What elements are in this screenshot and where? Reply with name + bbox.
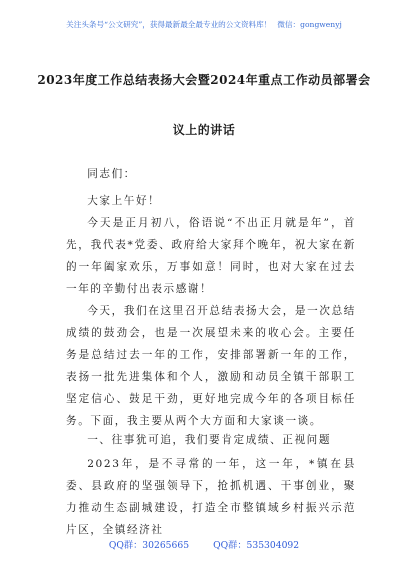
paragraph-text: 今天是正月初八，俗语说“不出正月就是年”，首先，我代表*党委、政府给大家拜个晚年，祝大家在新的一年阖家欢乐，万事如意！同时，也对大家在过去一年的辛勤付出表示感谢！: [66, 217, 356, 295]
paragraph-text: 大家上午好！: [87, 195, 161, 207]
paragraph-greeting: [66, 190, 356, 212]
section-heading-one: [66, 429, 356, 451]
footer-contact: [0, 537, 408, 551]
paragraph-text: 今天，我们在这里召开总结表扬大会，是一次总结成绩的鼓劲会，也是一次展望未来的收心会。主要任务是总结过去一年的工作，安排部署新一年的工作，表扬一批先进集体和个人，激励和动员全镇干部职工坚定信心、鼓足干劲，更好地完成今年的各项目标任务。下面，我主要从两个大方面和大家谈一谈。: [66, 305, 356, 427]
document-title-line-2: 议上的讲话: [172, 123, 236, 137]
qq-group-1: QQ群：30265665: [108, 540, 190, 551]
paragraph-meeting-purpose: [66, 300, 356, 432]
document-title-line-1: 2023年度工作总结表扬大会暨2024年重点工作动员部署会: [37, 73, 371, 87]
paragraph-text: 2023年，是不寻常的一年，这一年，*镇在县委、县政府的坚强领导下，抢抓机遇、干事创业，聚力推动生态副城建设，打造全市整镇域乡村振兴示范片区，全镇经济社: [66, 458, 356, 536]
paragraph-review-2023: [66, 453, 356, 541]
salutation-text: 同志们：: [87, 168, 136, 180]
header-banner: [0, 19, 408, 30]
qq-group-2: QQ群：535304092: [213, 540, 300, 551]
banner-wechat-text: 微信：gongwenyj: [277, 20, 342, 29]
banner-promo-text: 关注头条号“公文研究”，获得最新最全最专业的公文资料库！: [66, 20, 272, 29]
section-heading-text: 一、往事犹可追，我们要肯定成绩、正视问题: [87, 434, 332, 446]
paragraph-new-year: [66, 212, 356, 300]
salutation: [66, 163, 356, 185]
